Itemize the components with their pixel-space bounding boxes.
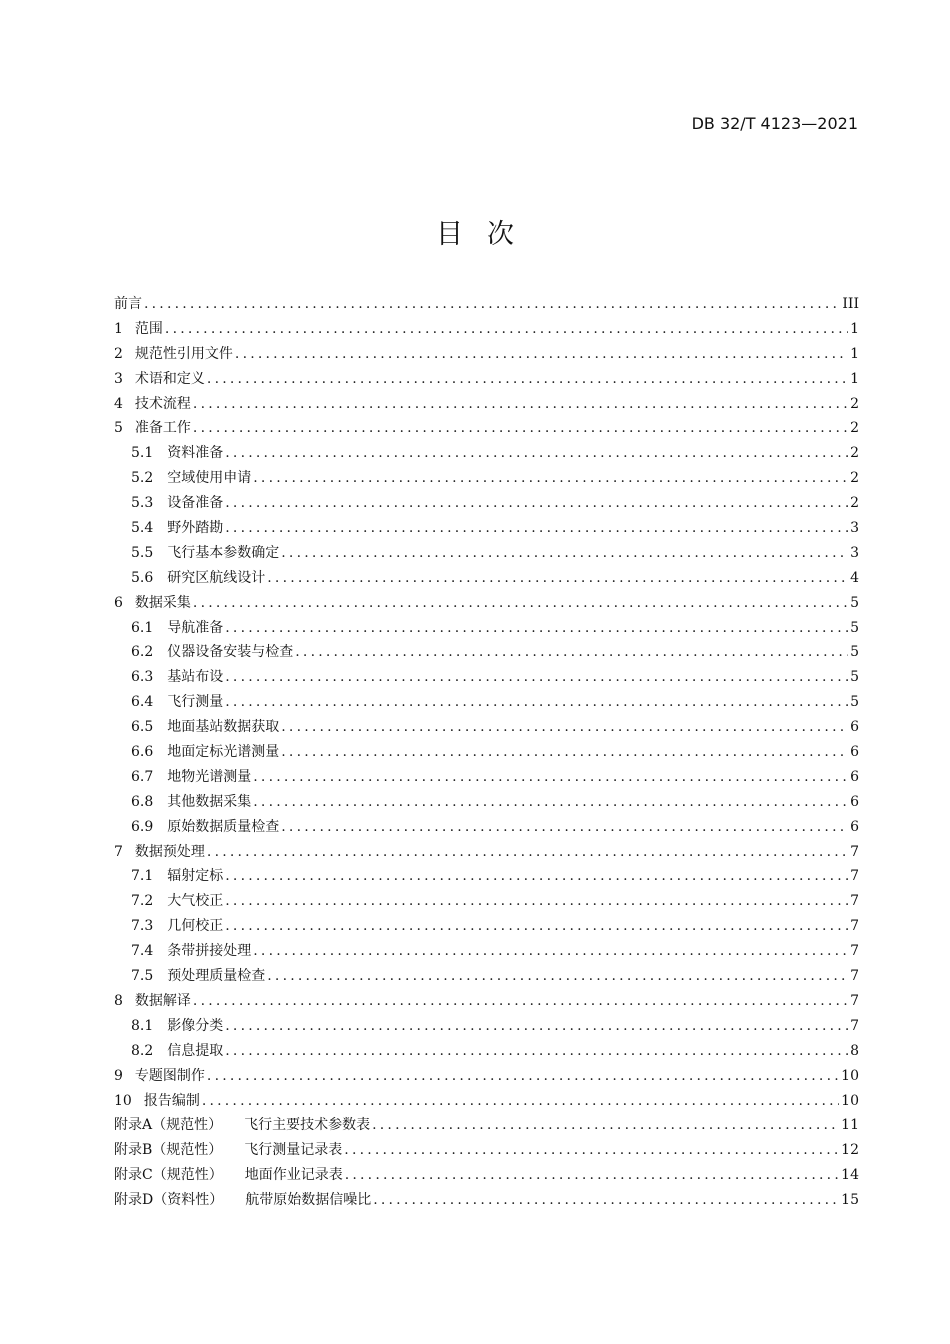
toc-entry[interactable] [114, 318, 859, 343]
toc-entry-label: 辐射定标 [167, 868, 224, 885]
toc-entry-number: 6 [114, 594, 123, 611]
dot-leader [225, 694, 848, 710]
toc-entry[interactable] [114, 393, 859, 418]
toc-entry-page: 1 [850, 345, 859, 362]
toc-entry-page: 2 [850, 470, 859, 487]
toc-entry-number: 6.7 [131, 768, 154, 785]
toc-entry-page: 4 [850, 569, 859, 586]
toc-entry-number: 6.6 [131, 744, 154, 761]
toc-entry-label: 飞行主要技术参数表 [244, 1117, 371, 1134]
dot-leader [225, 1018, 848, 1034]
toc-entry-page: 7 [850, 992, 859, 1009]
toc-entry-page: 5 [850, 694, 859, 711]
toc-entry[interactable] [114, 368, 859, 393]
dot-leader [202, 1093, 839, 1109]
toc-entry-label: 地面定标光谱测量 [167, 744, 280, 761]
page-title: 目次 [436, 219, 538, 250]
dot-leader [253, 943, 848, 959]
toc-entry-number: 3 [114, 370, 123, 387]
toc-entry-label: 专题图制作 [134, 1067, 205, 1084]
toc-entry-label: 设备准备 [167, 495, 224, 512]
toc-entry-number: 8 [114, 992, 123, 1009]
dot-leader [225, 445, 848, 461]
toc-entry-number: 7.1 [131, 868, 154, 885]
toc-entry[interactable] [114, 716, 859, 741]
toc-entry-number: 6.8 [131, 793, 154, 810]
toc-entry[interactable] [114, 691, 859, 716]
toc-entry-number: 8.1 [131, 1017, 154, 1034]
toc-entry-number: 5.6 [131, 569, 154, 586]
toc-entry[interactable] [114, 1164, 859, 1189]
dot-leader [345, 1167, 839, 1183]
toc-entry[interactable] [114, 741, 859, 766]
dot-leader [207, 844, 848, 860]
toc-entry-number: 7 [114, 843, 123, 860]
toc-entry-number: 6.1 [131, 619, 154, 636]
toc-entry-label: 飞行测量记录表 [244, 1142, 343, 1159]
toc-entry[interactable] [114, 567, 859, 592]
toc-entry-label: 数据预处理 [134, 843, 205, 860]
toc-entry[interactable] [114, 1015, 859, 1040]
dot-leader [207, 1068, 839, 1084]
toc-entry-label: 飞行基本参数确定 [167, 544, 280, 561]
toc-entry-page: III [842, 296, 859, 312]
toc-entry[interactable] [114, 990, 859, 1015]
toc-entry-number: 5.4 [131, 520, 154, 537]
toc-entry[interactable] [114, 865, 859, 890]
toc-entry-page: 11 [841, 1117, 859, 1134]
dot-leader [225, 918, 848, 934]
toc-entry[interactable] [114, 467, 859, 492]
toc-entry[interactable] [114, 293, 859, 318]
toc-entry-label: 影像分类 [167, 1017, 224, 1034]
toc-entry-label: 飞行测量 [167, 694, 224, 711]
dot-leader [165, 321, 848, 337]
toc-entry-number: 6.5 [131, 719, 154, 736]
toc-entry-number: 8.2 [131, 1042, 154, 1059]
toc-entry-page: 2 [850, 420, 859, 437]
toc-entry[interactable] [114, 343, 859, 368]
dot-leader [225, 1043, 848, 1059]
toc-entry[interactable] [114, 890, 859, 915]
dot-leader [281, 719, 848, 735]
toc-entry[interactable] [114, 666, 859, 691]
dot-leader [267, 570, 848, 586]
dot-leader [373, 1192, 839, 1208]
toc-entry-page: 12 [841, 1142, 859, 1159]
toc-entry-label: 范围 [134, 320, 163, 337]
toc-entry-label: 地面作业记录表 [244, 1167, 343, 1184]
toc-entry-label: 条带拼接处理 [167, 943, 252, 960]
dot-leader [193, 420, 848, 436]
toc-entry[interactable] [114, 641, 859, 666]
dot-leader [253, 470, 848, 486]
toc-entry-label: 数据解译 [134, 992, 191, 1009]
dot-leader [372, 1117, 839, 1133]
toc-entry-label: 数据采集 [134, 594, 191, 611]
dot-leader [193, 993, 848, 1009]
toc-entry[interactable] [114, 1139, 859, 1164]
toc-entry-number: 2 [114, 345, 123, 362]
toc-entry-page: 1 [850, 370, 859, 387]
toc-entry-label: 野外踏勘 [167, 520, 224, 537]
toc-entry[interactable] [114, 1114, 859, 1139]
toc-entry[interactable] [114, 915, 859, 940]
toc-entry-page: 5 [850, 669, 859, 686]
toc-entry-number: 10 [114, 1092, 132, 1109]
toc-entry[interactable] [114, 617, 859, 642]
toc-entry[interactable] [114, 417, 859, 442]
toc-entry[interactable] [114, 1040, 859, 1065]
toc-entry-page: 7 [850, 943, 859, 960]
toc-entry-label: 仪器设备安装与检查 [167, 644, 294, 661]
dot-leader [225, 495, 848, 511]
toc-entry-label: 空域使用申请 [167, 470, 252, 487]
dot-leader [144, 296, 840, 312]
toc-entry-page: 3 [850, 544, 859, 561]
toc-entry[interactable] [114, 965, 859, 990]
toc-entry[interactable] [114, 492, 859, 517]
toc-entry-number: 6.3 [131, 669, 154, 686]
table-of-contents [114, 293, 859, 1214]
dot-leader [267, 968, 848, 984]
toc-entry[interactable] [114, 940, 859, 965]
toc-entry[interactable] [114, 816, 859, 841]
toc-entry-number: 4 [114, 395, 123, 412]
toc-entry-number: 5 [114, 420, 123, 437]
dot-leader [253, 769, 848, 785]
toc-entry-page: 1 [850, 320, 859, 337]
toc-entry-label: 预处理质量检查 [167, 968, 266, 985]
toc-entry-page: 8 [850, 1042, 859, 1059]
toc-entry-page: 6 [850, 818, 859, 835]
toc-entry[interactable] [114, 841, 859, 866]
dot-leader [225, 868, 848, 884]
toc-entry[interactable] [114, 517, 859, 542]
toc-entry-number: 5.5 [131, 544, 154, 561]
toc-entry-page: 5 [850, 644, 859, 661]
toc-entry-number: 附录A（规范性） [114, 1117, 223, 1134]
toc-entry-number: 5.3 [131, 495, 154, 512]
toc-entry-number: 6.2 [131, 644, 154, 661]
toc-entry-label: 基站布设 [167, 669, 224, 686]
dot-leader [207, 371, 848, 387]
toc-entry-label: 技术流程 [134, 395, 191, 412]
toc-entry[interactable] [114, 592, 859, 617]
toc-entry-number: 5.2 [131, 470, 154, 487]
dot-leader [225, 669, 848, 685]
toc-entry-number: 7.5 [131, 968, 154, 985]
toc-entry-page: 7 [850, 868, 859, 885]
toc-entry-page: 7 [850, 1017, 859, 1034]
toc-entry-page: 6 [850, 744, 859, 761]
toc-entry-number: 附录D（资料性） [114, 1192, 224, 1209]
toc-entry-page: 14 [841, 1167, 859, 1184]
toc-entry-label: 规范性引用文件 [134, 345, 233, 362]
toc-entry-label: 研究区航线设计 [167, 569, 266, 586]
toc-entry-page: 15 [841, 1192, 859, 1209]
dot-leader [193, 595, 848, 611]
dot-leader [281, 819, 848, 835]
toc-entry-page: 3 [850, 520, 859, 537]
toc-entry-page: 5 [850, 619, 859, 636]
dot-leader [253, 794, 848, 810]
toc-entry[interactable] [114, 1189, 859, 1214]
toc-entry-label: 航带原始数据信噪比 [245, 1192, 372, 1209]
toc-entry-number: 附录B（规范性） [114, 1142, 223, 1159]
toc-entry[interactable] [114, 766, 859, 791]
toc-entry-label: 术语和定义 [134, 370, 205, 387]
toc-entry-page: 2 [850, 495, 859, 512]
dot-leader [295, 644, 848, 660]
toc-entry-label: 信息提取 [167, 1042, 224, 1059]
dot-leader [225, 520, 848, 536]
toc-entry-number: 6.9 [131, 818, 154, 835]
toc-entry-number: 1 [114, 320, 123, 337]
toc-entry[interactable] [114, 791, 859, 816]
toc-entry-page: 10 [841, 1067, 859, 1084]
toc-entry[interactable] [114, 1090, 859, 1115]
dot-leader [281, 545, 848, 561]
toc-entry-page: 5 [850, 594, 859, 611]
dot-leader [225, 620, 848, 636]
toc-entry-label: 地物光谱测量 [167, 768, 252, 785]
toc-entry-number: 9 [114, 1067, 123, 1084]
toc-entry-label: 前言 [114, 296, 142, 312]
toc-entry-page: 6 [850, 768, 859, 785]
toc-entry[interactable] [114, 442, 859, 467]
toc-entry-label: 资料准备 [167, 445, 224, 462]
toc-entry-label: 原始数据质量检查 [167, 818, 280, 835]
toc-entry-page: 7 [850, 893, 859, 910]
dot-leader [281, 744, 848, 760]
toc-entry-number: 5.1 [131, 445, 154, 462]
toc-entry-label: 导航准备 [167, 619, 224, 636]
toc-entry-number: 7.3 [131, 918, 154, 935]
toc-entry-label: 报告编制 [143, 1092, 200, 1109]
toc-entry-page: 10 [841, 1092, 859, 1109]
toc-entry-label: 大气校正 [167, 893, 224, 910]
toc-entry-number: 6.4 [131, 694, 154, 711]
toc-entry-page: 2 [850, 445, 859, 462]
toc-entry-label: 准备工作 [134, 420, 191, 437]
toc-entry-page: 7 [850, 843, 859, 860]
toc-entry[interactable] [114, 1065, 859, 1090]
dot-leader [193, 396, 848, 412]
toc-entry-number: 7.4 [131, 943, 154, 960]
toc-entry[interactable] [114, 542, 859, 567]
standard-code: DB 32/T 4123—2021 [691, 114, 858, 133]
dot-leader [225, 893, 848, 909]
toc-entry-page: 2 [850, 395, 859, 412]
toc-entry-label: 几何校正 [167, 918, 224, 935]
toc-entry-page: 7 [850, 918, 859, 935]
dot-leader [235, 346, 848, 362]
toc-entry-label: 地面基站数据获取 [167, 719, 280, 736]
toc-entry-page: 7 [850, 968, 859, 985]
toc-entry-label: 其他数据采集 [167, 793, 252, 810]
dot-leader [344, 1142, 839, 1158]
toc-entry-page: 6 [850, 793, 859, 810]
toc-entry-page: 6 [850, 719, 859, 736]
toc-entry-number: 7.2 [131, 893, 154, 910]
toc-entry-number: 附录C（规范性） [114, 1167, 223, 1184]
